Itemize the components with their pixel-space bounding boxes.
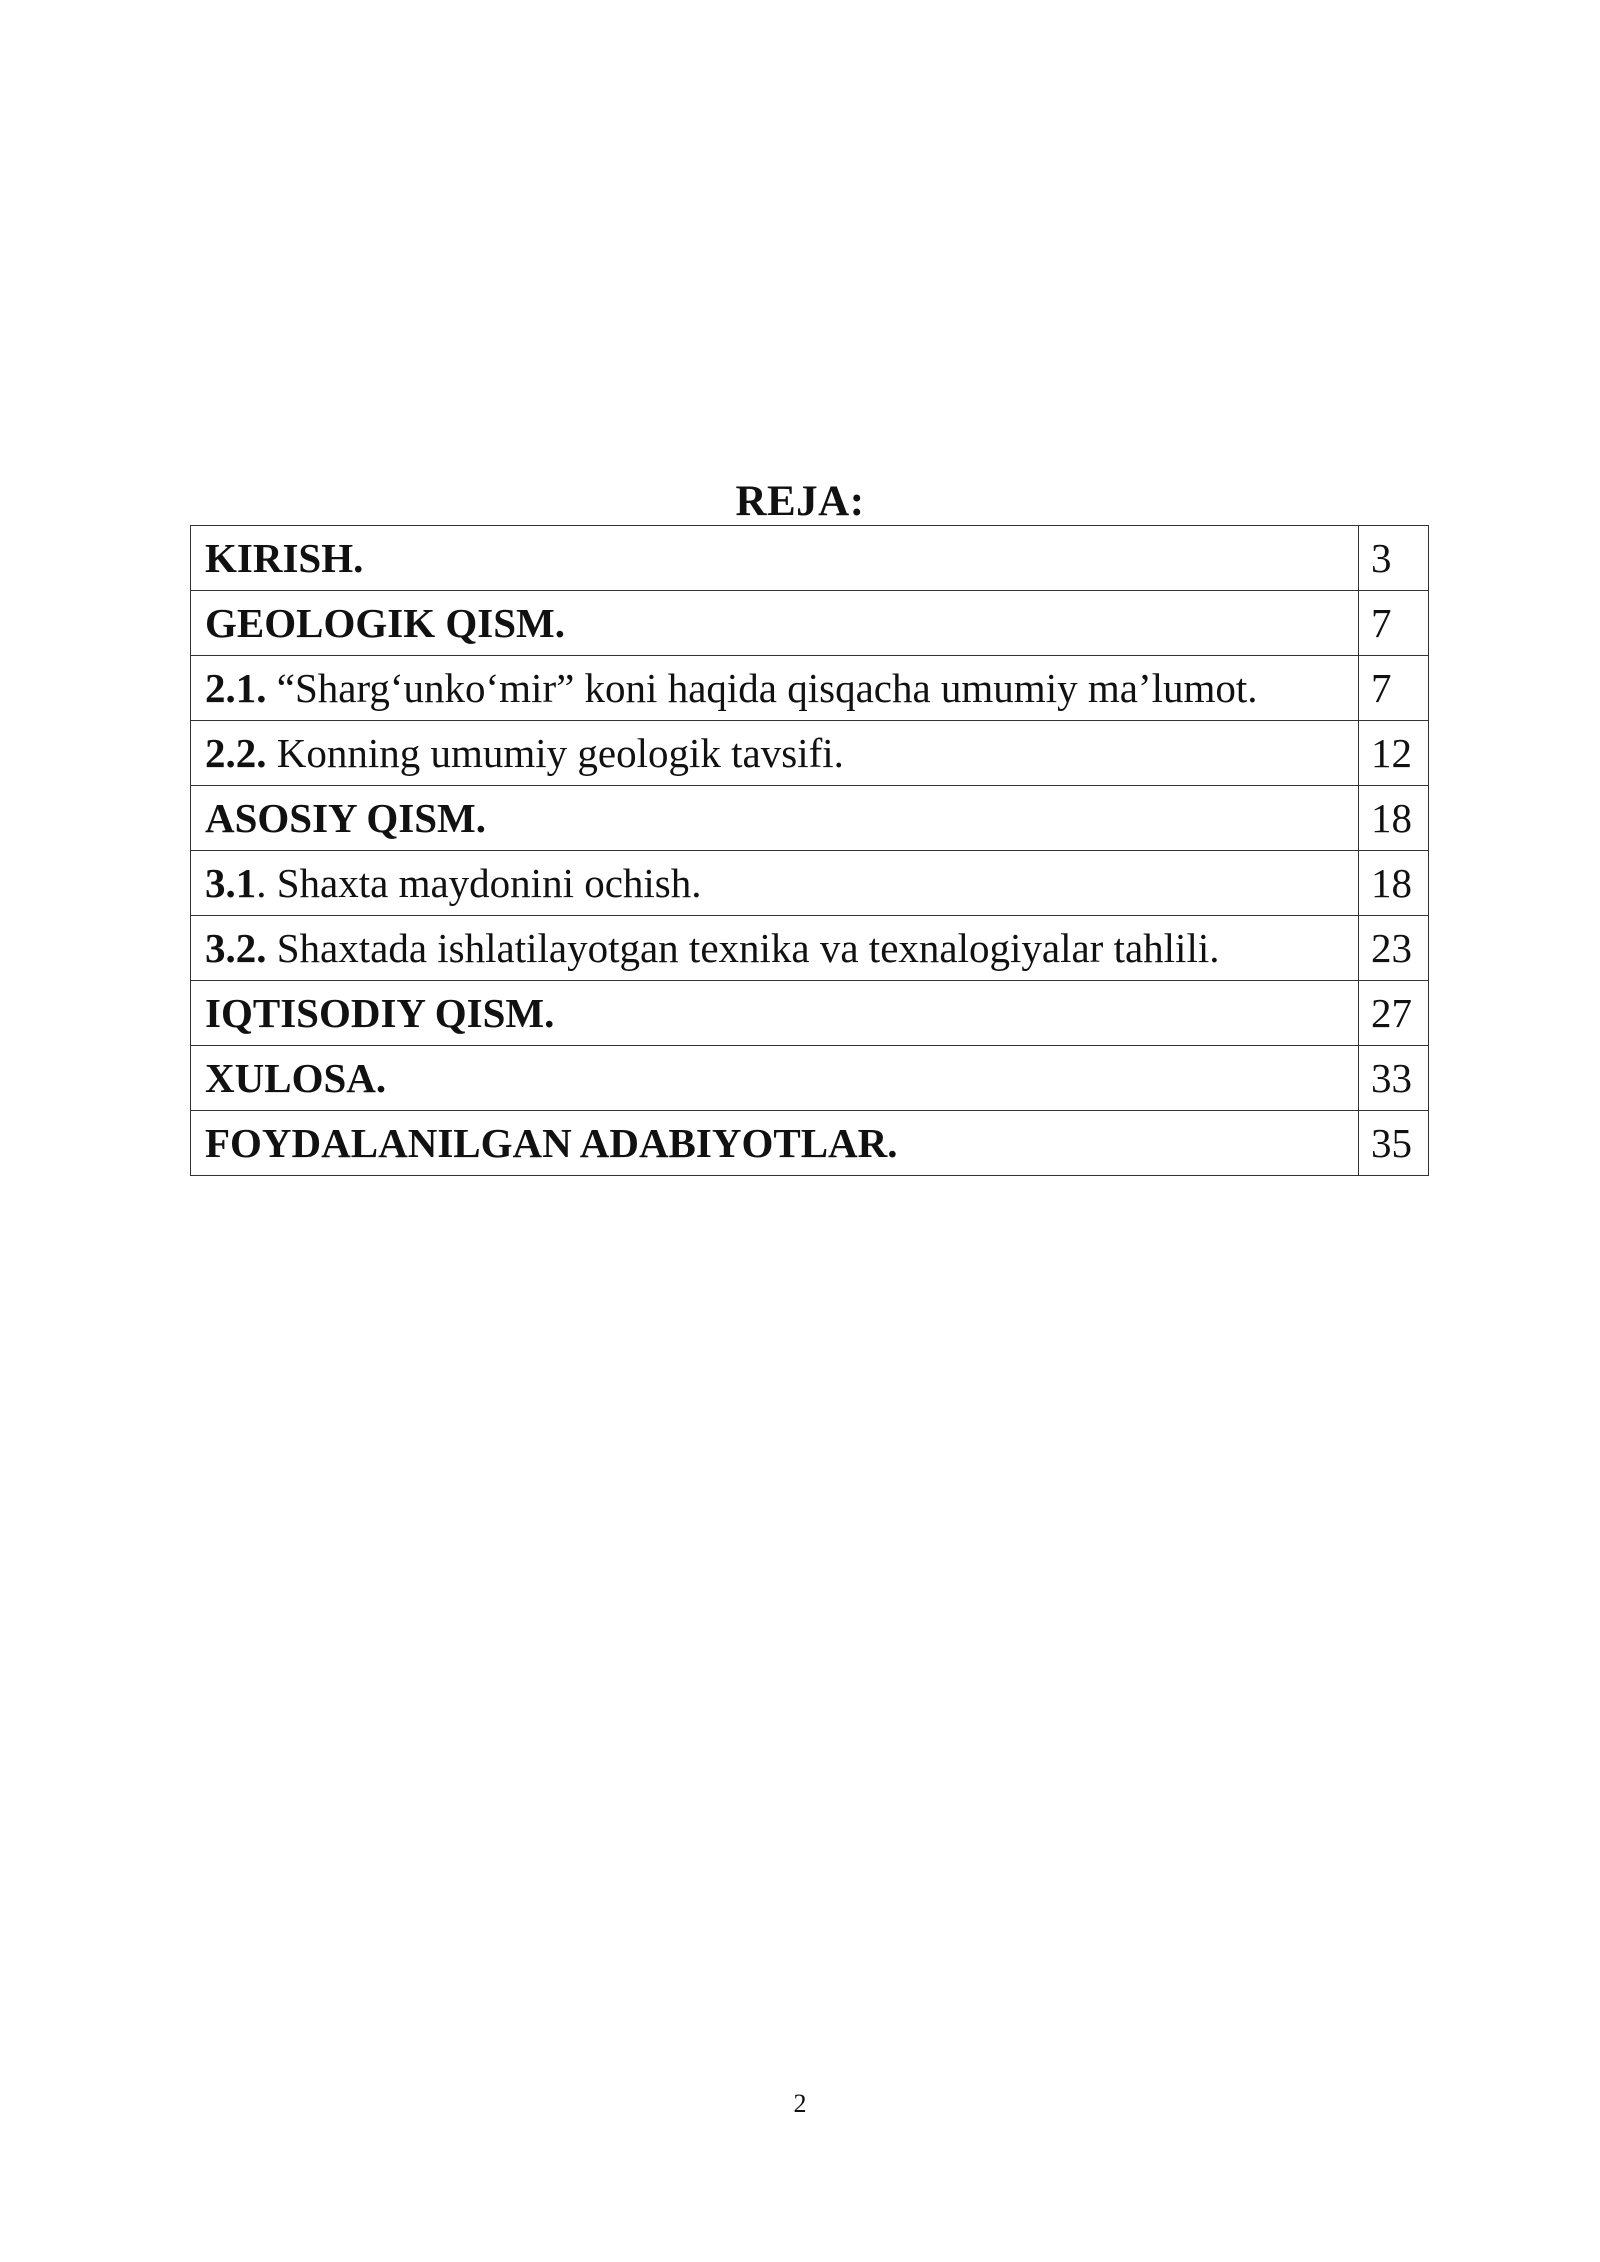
page-number: 2 — [793, 2089, 807, 2118]
toc-entry-text: FOYDALANILGAN ADABIYOTLAR. — [205, 1120, 898, 1166]
toc-entry-title — [191, 981, 1359, 1046]
toc-entry-page: 33 — [1359, 1046, 1429, 1111]
table-row — [191, 526, 1429, 591]
toc-entry-page: 27 — [1359, 981, 1429, 1046]
toc-entry-page: 7 — [1359, 591, 1429, 656]
toc-entry-title — [191, 656, 1359, 721]
table-row — [191, 591, 1429, 656]
toc-entry-title — [191, 1046, 1359, 1111]
toc-entry-title — [191, 721, 1359, 786]
toc-entry-page: 12 — [1359, 721, 1429, 786]
toc-entry-page: 3 — [1359, 526, 1429, 591]
toc-entry-title — [191, 851, 1359, 916]
toc-entry-text: GEOLOGIK QISM. — [205, 600, 565, 646]
toc-entry-title — [191, 526, 1359, 591]
toc-entry-title — [191, 916, 1359, 981]
toc-entry-text: IQTISODIY QISM. — [205, 990, 555, 1036]
toc-entry-number: 2.1. — [205, 665, 267, 711]
toc-entry-page: 7 — [1359, 656, 1429, 721]
table-of-contents — [190, 525, 1429, 1176]
toc-entry-title — [191, 591, 1359, 656]
table-row — [191, 916, 1429, 981]
toc-entry-text: Shaxtada ishlatilayotgan texnika va texnalogiyalar tahlili. — [266, 925, 1220, 971]
table-row — [191, 851, 1429, 916]
toc-entry-text: XULOSA. — [205, 1055, 387, 1101]
toc-entry-text: Konning umumiy geologik tavsifi. — [266, 730, 844, 776]
toc-entry-page: 18 — [1359, 851, 1429, 916]
toc-entry-number: 3.2. — [205, 925, 267, 971]
toc-entry-text: . Shaxta maydonini ochish. — [256, 860, 702, 906]
toc-entry-text: KIRISH. — [205, 535, 364, 581]
table-row — [191, 1111, 1429, 1176]
table-row — [191, 786, 1429, 851]
toc-entry-number: 2.2. — [205, 730, 267, 776]
toc-entry-title — [191, 1111, 1359, 1176]
table-row — [191, 656, 1429, 721]
toc-entry-text: “Sharg‘unko‘mir” koni haqida qisqacha umumiy ma’lumot. — [266, 665, 1258, 711]
toc-entry-text: ASOSIY QISM. — [205, 795, 486, 841]
toc-entry-title — [191, 786, 1359, 851]
toc-entry-page: 18 — [1359, 786, 1429, 851]
table-row — [191, 1046, 1429, 1111]
table-row — [191, 721, 1429, 786]
toc-entry-page: 35 — [1359, 1111, 1429, 1176]
page-title: REJA: — [735, 478, 865, 525]
toc-entry-page: 23 — [1359, 916, 1429, 981]
table-row — [191, 981, 1429, 1046]
toc-entry-number: 3.1 — [205, 860, 257, 906]
